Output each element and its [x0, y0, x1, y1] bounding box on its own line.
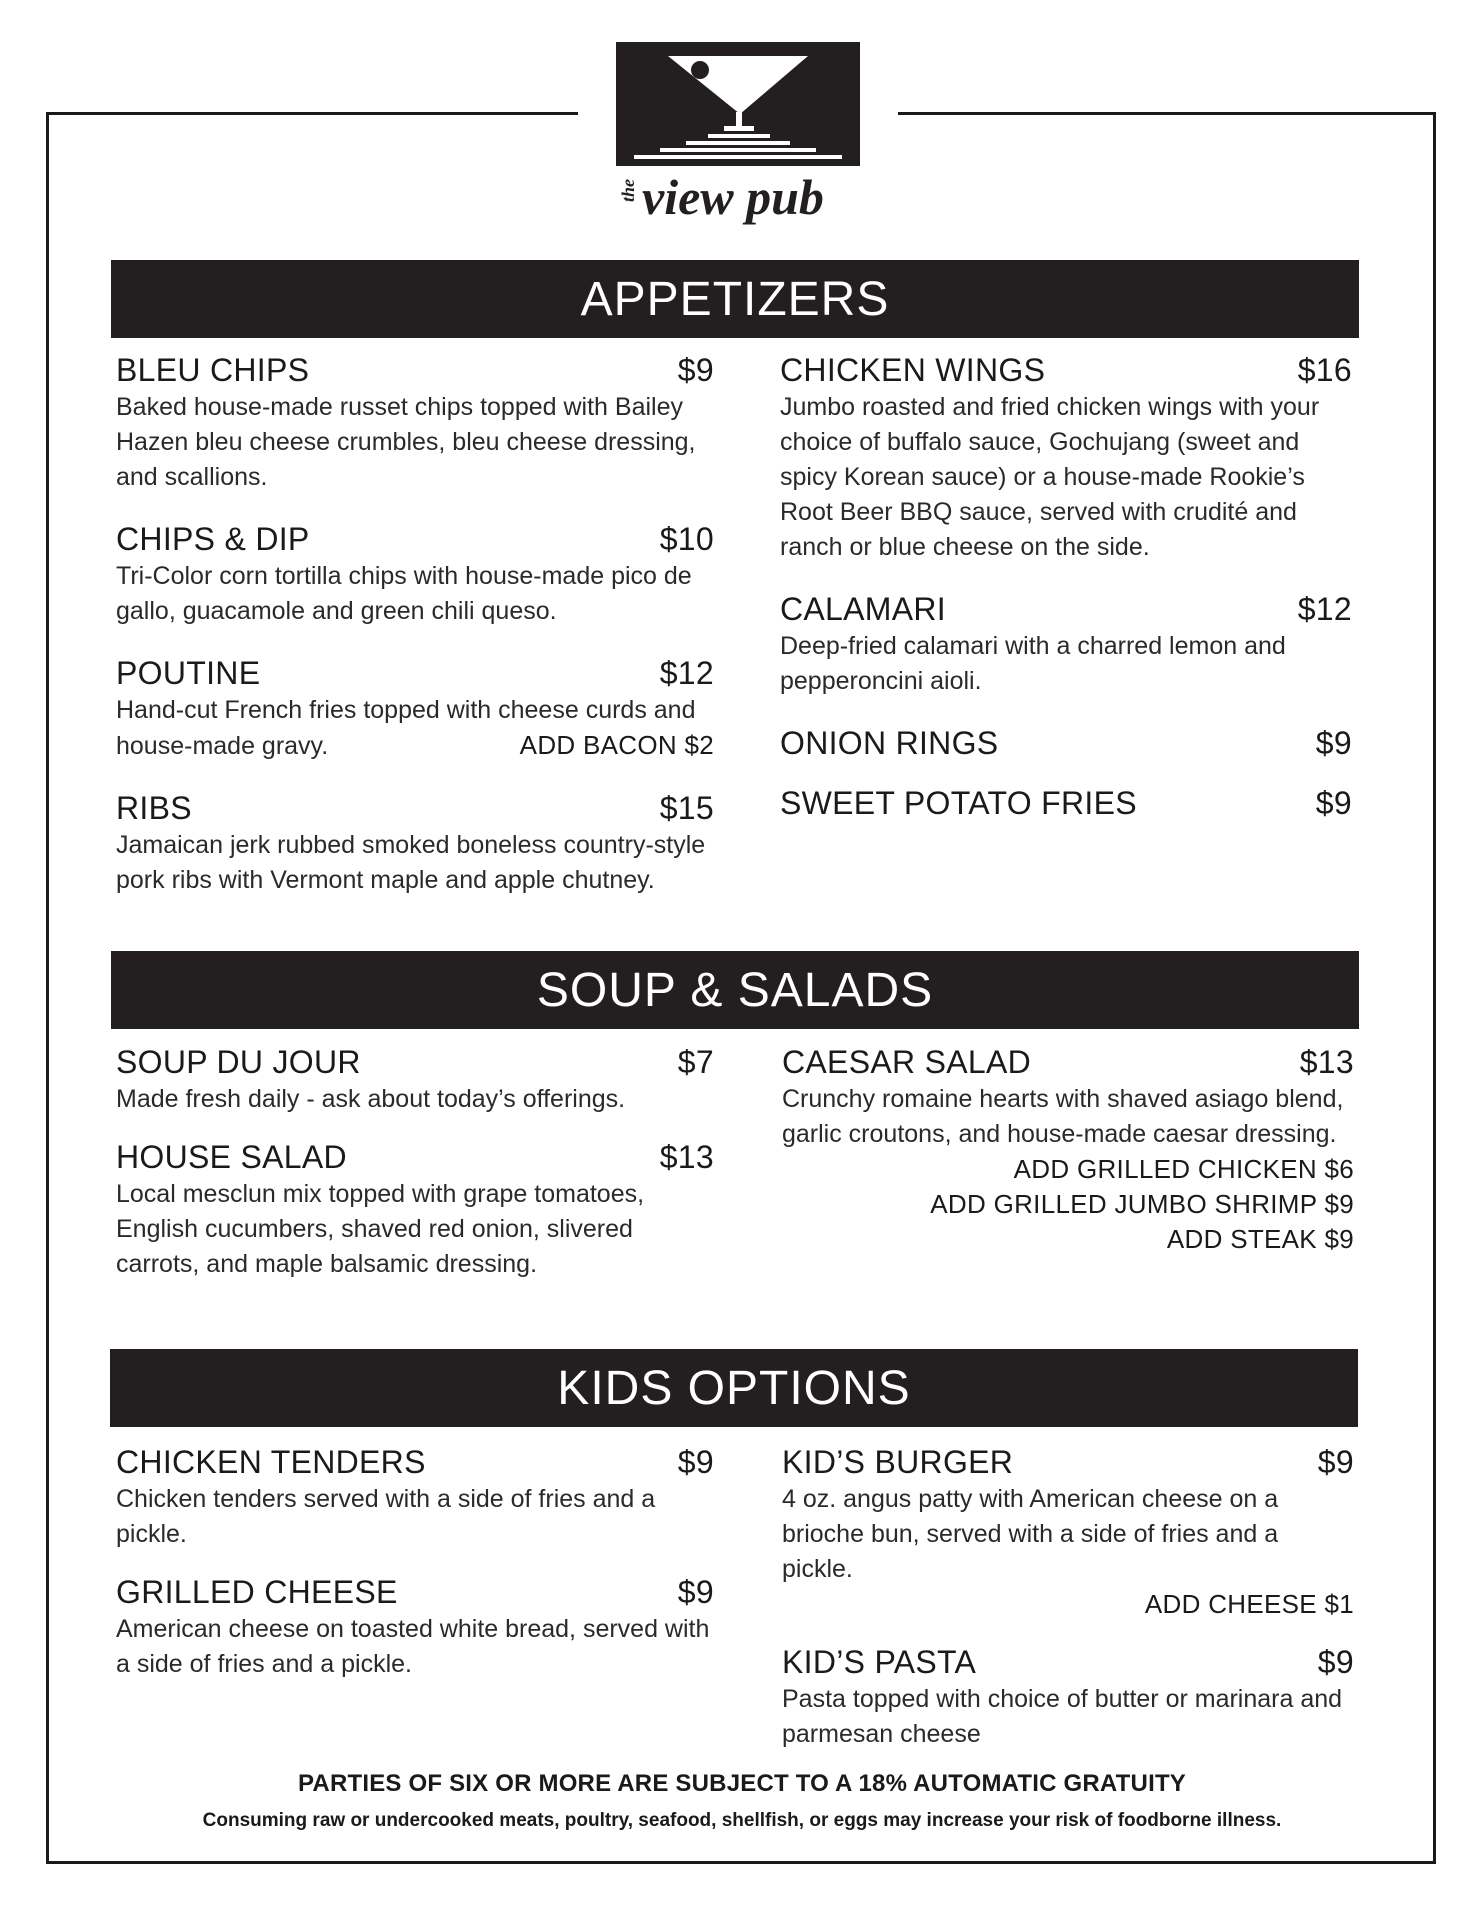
item-description: 4 oz. angus patty with American cheese on a brioche bun, served with a side of fries and a pickle. — [782, 1485, 1279, 1583]
item-name: SOUP DU JOUR — [116, 1044, 361, 1080]
item-description: Jumbo roasted and fried chicken wings with your choice of buffalo sauce, Gochujang (sweet and spicy Korean sauce) or a house-made Rookie’s Root Beer BBQ sauce, served with crudité and ranch or blue cheese on the side. — [780, 393, 1320, 561]
menu-item-kids-burger — [782, 1442, 1354, 1622]
item-price: $7 — [677, 1044, 714, 1080]
item-name: CHIPS & DIP — [116, 521, 310, 557]
section-title: APPETIZERS — [580, 272, 890, 326]
item-price: $9 — [1315, 785, 1352, 821]
menu-item-poutine — [116, 653, 714, 764]
item-addon: ADD BACON $2 — [519, 730, 714, 760]
item-description: Jamaican jerk rubbed smoked boneless country-style pork ribs with Vermont maple and apple chutney. — [116, 831, 706, 894]
item-price: $9 — [677, 1574, 714, 1610]
item-description-row — [116, 728, 714, 764]
item-price: $9 — [1315, 725, 1352, 761]
item-description: Local mesclun mix topped with grape tomatoes, English cucumbers, shaved red onion, slivered carrots, and maple balsamic dressing. — [116, 1180, 645, 1278]
menu-item-chicken-wings — [780, 350, 1352, 565]
menu-item-caesar-salad — [782, 1042, 1354, 1257]
martini-glass-icon — [616, 42, 860, 166]
item-name: GRILLED CHEESE — [116, 1574, 398, 1610]
section-title: SOUP & SALADS — [536, 963, 934, 1017]
item-description: Hand-cut French fries topped with cheese curds and — [116, 696, 696, 724]
menu-item-house-salad — [116, 1137, 714, 1282]
menu-item-kids-pasta — [782, 1642, 1354, 1752]
item-description: Tri-Color corn tortilla chips with house-made pico de gallo, guacamole and green chili queso. — [116, 562, 692, 625]
gratuity-notice: PARTIES OF SIX OR MORE ARE SUBJECT TO A 18% AUTOMATIC GRATUITY — [297, 1770, 1187, 1797]
section-header-soup-salads — [111, 951, 1359, 1029]
soups-left-column — [116, 1042, 714, 1282]
item-price: $13 — [659, 1139, 714, 1175]
item-price: $9 — [1317, 1644, 1354, 1680]
logo — [612, 42, 860, 242]
svg-text:the: the — [618, 178, 638, 202]
item-description: Made fresh daily - ask about today’s offerings. — [116, 1085, 626, 1113]
section-header-kids-options — [110, 1349, 1358, 1427]
item-addon: ADD STEAK $9 — [1166, 1224, 1354, 1254]
menu-item-chips-dip — [116, 519, 714, 629]
menu-item-sweet-potato-fries — [780, 783, 1352, 823]
item-price: $15 — [659, 790, 714, 826]
item-description: Chicken tenders served with a side of fries and a pickle. — [116, 1485, 656, 1548]
item-name: CHICKEN WINGS — [780, 352, 1046, 388]
item-name: RIBS — [116, 790, 192, 826]
kids-left-column — [116, 1442, 714, 1682]
foodborne-warning: Consuming raw or undercooked meats, poultry, seafood, shellfish, or eggs may increase your risk of foodborne illness. — [202, 1810, 1282, 1831]
item-name: KID’S PASTA — [782, 1644, 977, 1680]
section-title: KIDS OPTIONS — [557, 1361, 911, 1415]
item-description: American cheese on toasted white bread, served with a side of fries and a pickle. — [116, 1615, 710, 1678]
item-price: $10 — [659, 521, 714, 557]
item-addon: ADD CHEESE $1 — [1144, 1589, 1354, 1619]
logo-wordmark — [612, 162, 860, 242]
item-name: CAESAR SALAD — [782, 1044, 1032, 1080]
item-description: Baked house-made russet chips topped with Bailey Hazen bleu cheese crumbles, bleu cheese dressing, and scallions. — [116, 393, 696, 491]
item-price: $16 — [1297, 352, 1352, 388]
menu-item-soup-du-jour — [116, 1042, 714, 1117]
item-name: SWEET POTATO FRIES — [780, 785, 1137, 821]
item-description: Deep-fried calamari with a charred lemon and pepperoncini aioli. — [780, 632, 1286, 695]
item-price: $13 — [1299, 1044, 1354, 1080]
item-name: KID’S BURGER — [782, 1444, 1014, 1480]
item-price: $9 — [677, 1444, 714, 1480]
svg-text:view pub: view pub — [642, 169, 824, 225]
item-name: CALAMARI — [780, 591, 946, 627]
item-description: house-made gravy. — [116, 732, 329, 760]
section-header-appetizers — [111, 260, 1359, 338]
kids-right-column — [782, 1442, 1354, 1752]
menu-item-grilled-cheese — [116, 1572, 714, 1682]
menu-item-chicken-tenders — [116, 1442, 714, 1552]
item-name: HOUSE SALAD — [116, 1139, 347, 1175]
item-description: Pasta topped with choice of butter or marinara and parmesan cheese — [782, 1685, 1343, 1748]
item-name: ONION RINGS — [780, 725, 999, 761]
appetizers-right-column — [780, 350, 1352, 823]
item-price: $12 — [1297, 591, 1352, 627]
soups-right-column — [782, 1042, 1354, 1257]
item-price: $9 — [1317, 1444, 1354, 1480]
appetizers-left-column — [116, 350, 714, 898]
item-addon: ADD GRILLED JUMBO SHRIMP $9 — [930, 1189, 1354, 1219]
menu-item-ribs — [116, 788, 714, 898]
menu-item-calamari — [780, 589, 1352, 699]
menu-item-bleu-chips — [116, 350, 714, 495]
item-name: BLEU CHIPS — [116, 352, 310, 388]
menu-item-onion-rings — [780, 723, 1352, 763]
item-addon: ADD GRILLED CHICKEN $6 — [1013, 1154, 1354, 1184]
item-name: CHICKEN TENDERS — [116, 1444, 426, 1480]
item-price: $9 — [677, 352, 714, 388]
item-name: POUTINE — [116, 655, 261, 691]
item-price: $12 — [659, 655, 714, 691]
item-description: Crunchy romaine hearts with shaved asiago blend, garlic croutons, and house-made caesar dressing. — [782, 1085, 1344, 1148]
